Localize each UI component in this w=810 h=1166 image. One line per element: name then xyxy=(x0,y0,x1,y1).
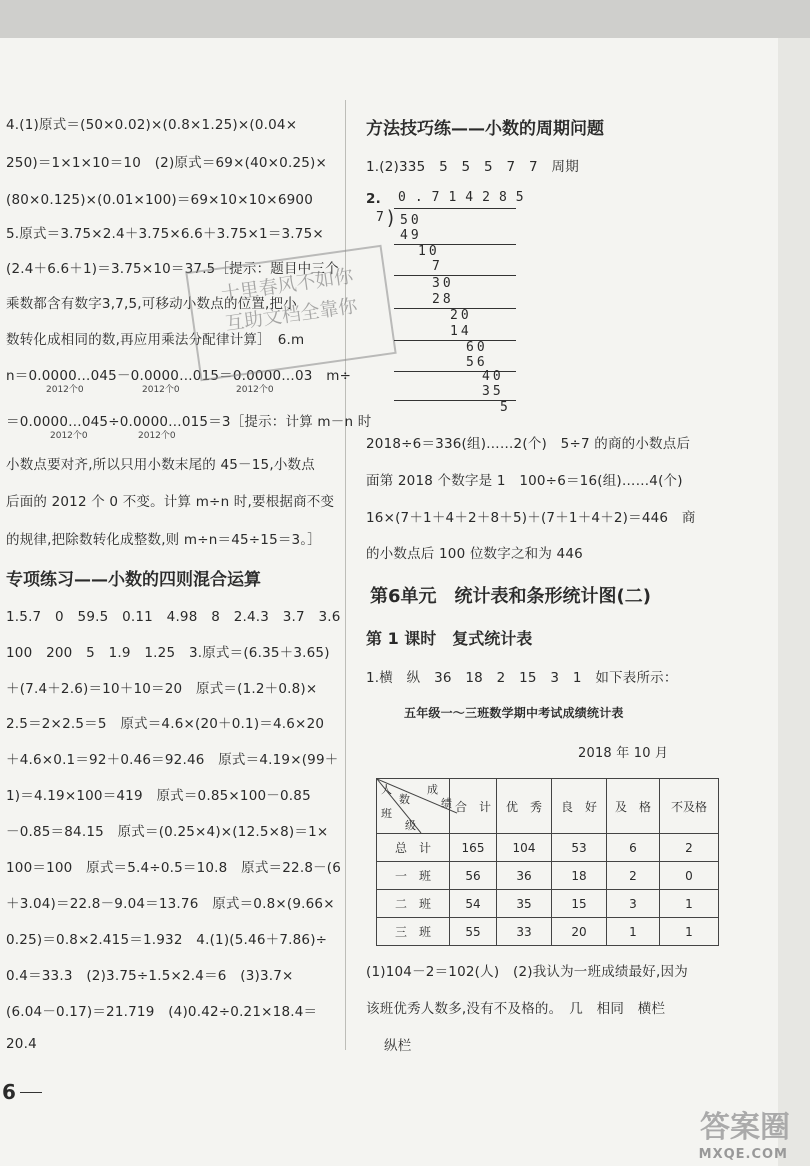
table-cell: 54 xyxy=(450,890,497,918)
table-row xyxy=(377,862,719,890)
text-line: 100＝100 原式＝5.4÷0.5＝10.8 原式＝22.8－(6 xyxy=(6,860,342,876)
table-corner-cell xyxy=(377,779,450,834)
table-cell: 2 xyxy=(607,862,660,890)
corner-label: 绩 xyxy=(441,797,452,810)
lesson-title: 第 1 课时 复式统计表 xyxy=(366,629,533,648)
text-line: 0.25)＝0.8×2.415＝1.932 4.(1)(5.46＋7.86)÷ xyxy=(6,932,328,948)
division-rule xyxy=(394,275,516,276)
text-line: 1.横 纵 36 18 2 15 3 1 如下表所示： xyxy=(366,670,678,686)
table-cell: 1 xyxy=(607,918,660,946)
text-line: ＋(7.4＋2.6)＝10＋10＝20 原式＝(1.2＋0.8)× xyxy=(6,681,318,697)
brace-label: 2012个0 xyxy=(142,385,180,395)
corner-label: 班 xyxy=(381,807,392,820)
text-line: 该班优秀人数多,没有不及格的。 几 相同 横栏 xyxy=(366,1001,666,1017)
table-header-cell: 不及格 xyxy=(660,779,719,834)
table-cell: 53 xyxy=(552,834,607,862)
table-header-cell: 良 好 xyxy=(552,779,607,834)
division-step: 14 xyxy=(450,324,472,339)
brace-label: 2012个0 xyxy=(50,431,88,441)
text-line: ＋4.6×0.1＝92＋0.46＝92.46 原式＝4.19×(99＋ xyxy=(6,752,339,768)
division-quotient: 0.714285 xyxy=(398,190,533,205)
text-line: 250)＝1×1×10＝10 (2)原式＝69×(40×0.25)× xyxy=(6,155,327,171)
brace-label: 2012个0 xyxy=(138,431,176,441)
stats-table xyxy=(376,778,719,946)
text-line: 纵栏 xyxy=(384,1038,412,1054)
division-step: 10 xyxy=(418,244,440,259)
text-line: 0.4＝33.3 (2)3.75÷1.5×2.4＝6 (3)3.7× xyxy=(6,968,294,984)
table-header-cell: 合 计 xyxy=(450,779,497,834)
text-line: 16×(7＋1＋4＋2＋8＋5)＋(7＋1＋4＋2)＝446 商 xyxy=(366,510,696,526)
division-bar xyxy=(394,208,516,209)
watermark-url: MXQE.COM xyxy=(698,1147,788,1162)
table-row xyxy=(377,834,719,862)
row-label: 三 班 xyxy=(377,918,450,946)
text-line: n＝0.0000…045－0.0000…015＝0.0000…03 m÷ xyxy=(6,368,352,384)
text-line: 4.(1)原式＝(50×0.02)×(0.8×1.25)×(0.04× xyxy=(6,117,298,133)
corner-label: 人 xyxy=(381,783,392,796)
text-line: 5.原式＝3.75×2.4＋3.75×6.6＋3.75×1＝3.75× xyxy=(6,226,324,242)
division-step: 30 xyxy=(432,276,454,291)
text-line: 后面的 2012 个 0 不变。计算 m÷n 时,要根据商不变 xyxy=(6,494,335,510)
table-cell: 20 xyxy=(552,918,607,946)
table-cell: 3 xyxy=(607,890,660,918)
text-line: 2018÷6＝336(组)……2(个) 5÷7 的商的小数点后 xyxy=(366,436,691,452)
text-line: 20.4 xyxy=(6,1036,37,1052)
stamp-line: 十里春风不如你 xyxy=(219,265,355,306)
text-line: 乘数都含有数字3,7,5,可移动小数点的位置,把小 xyxy=(6,296,297,312)
table-cell: 55 xyxy=(450,918,497,946)
division-step: 5 xyxy=(500,400,511,415)
text-line: (2.4＋6.6＋1)＝3.75×10＝37.5［提示：题目中三个 xyxy=(6,261,339,277)
table-title: 五年级一～三班数学期中考试成绩统计表 xyxy=(404,706,624,720)
column-divider xyxy=(345,100,346,1050)
text-line: 小数点要对齐,所以只用小数末尾的 45－15,小数点 xyxy=(6,457,315,473)
row-label: 总 计 xyxy=(377,834,450,862)
text-line: 1)＝4.19×100＝419 原式＝0.85×100－0.85 xyxy=(6,788,311,804)
table-cell: 35 xyxy=(497,890,552,918)
table-header-cell: 优 秀 xyxy=(497,779,552,834)
table-header-row xyxy=(377,779,719,834)
page-number-rule xyxy=(20,1092,42,1093)
division-divisor: 7 xyxy=(376,210,387,225)
row-label: 一 班 xyxy=(377,862,450,890)
corner-label: 成 xyxy=(427,783,438,796)
table-row xyxy=(377,890,719,918)
text-line: ＝0.0000…045÷0.0000…015＝3［提示：计算 m－n 时 xyxy=(6,414,372,430)
brace-label: 2012个0 xyxy=(46,385,84,395)
division-step: 56 xyxy=(466,355,488,370)
division-rule xyxy=(394,244,516,245)
table-date: 2018 年 10 月 xyxy=(578,746,669,761)
page-number: 6 xyxy=(2,1080,17,1104)
text-line: 的规律,把除数转化成整数,则 m÷n＝45÷15＝3。］ xyxy=(6,532,321,548)
text-line: 面第 2018 个数字是 1 100÷6＝16(组)……4(个) xyxy=(366,473,683,489)
corner-label: 级 xyxy=(405,819,416,832)
text-line: (6.04－0.17)＝21.719 (4)0.42÷0.21×18.4＝ xyxy=(6,1004,318,1020)
table-row xyxy=(377,918,719,946)
watermark-logo: 答案圈 xyxy=(700,1110,790,1145)
table-cell: 0 xyxy=(660,862,719,890)
table-cell: 165 xyxy=(450,834,497,862)
table-header-cell: 及 格 xyxy=(607,779,660,834)
text-line: －0.85＝84.15 原式＝(0.25×4)×(12.5×8)＝1× xyxy=(6,824,329,840)
table-cell: 6 xyxy=(607,834,660,862)
division-step: 20 xyxy=(450,308,472,323)
division-rule xyxy=(394,400,516,401)
division-step: 60 xyxy=(466,340,488,355)
table-cell: 2 xyxy=(660,834,719,862)
text-line: 100 200 5 1.9 1.25 3.原式＝(6.35＋3.65) xyxy=(6,645,330,661)
scan-right-edge xyxy=(778,38,810,1166)
division-step: 35 xyxy=(482,384,504,399)
text-line: ＋3.04)＝22.8－9.04＝13.76 原式＝0.8×(9.66× xyxy=(6,896,335,912)
table-cell: 36 xyxy=(497,862,552,890)
text-line: 数转化成相同的数,再应用乘法分配律计算］ 6.m xyxy=(6,332,305,348)
text-line: 的小数点后 100 位数字之和为 446 xyxy=(366,546,583,562)
text-line: (1)104－2＝102(人) (2)我认为一班成绩最好,因为 xyxy=(366,964,688,980)
unit-title: 第6单元 统计表和条形统计图(二) xyxy=(370,586,651,607)
brace-label: 2012个0 xyxy=(236,385,274,395)
table-cell: 15 xyxy=(552,890,607,918)
section-heading: 专项练习——小数的四则混合运算 xyxy=(6,570,261,590)
text-line: 2.5＝2×2.5＝5 原式＝4.6×(20＋0.1)＝4.6×20 xyxy=(6,716,325,732)
division-step: 7 xyxy=(432,259,443,274)
text-line: 1.5.7 0 59.5 0.11 4.98 8 2.4.3 3.7 3.6 xyxy=(6,609,341,625)
division-rule xyxy=(394,340,516,341)
table-cell: 18 xyxy=(552,862,607,890)
table-cell: 1 xyxy=(660,890,719,918)
corner-label: 数 xyxy=(399,793,410,806)
text-line: 1.(2)335 5 5 5 7 7 周期 xyxy=(366,159,579,175)
table-cell: 104 xyxy=(497,834,552,862)
division-step: 28 xyxy=(432,292,454,307)
stamp-line: 互助文档全靠你 xyxy=(223,294,359,336)
table-cell: 33 xyxy=(497,918,552,946)
table-cell: 1 xyxy=(660,918,719,946)
division-bracket: ) xyxy=(387,206,395,231)
section-heading: 方法技巧练——小数的周期问题 xyxy=(366,119,604,139)
division-step: 40 xyxy=(482,369,504,384)
scan-top-edge xyxy=(0,0,810,38)
table-cell: 56 xyxy=(450,862,497,890)
division-step: 49 xyxy=(400,228,422,243)
question-label: 2. xyxy=(366,191,381,207)
division-dividend: 50 xyxy=(400,213,422,228)
text-line: (80×0.125)×(0.01×100)＝69×10×10×6900 xyxy=(6,192,313,208)
row-label: 二 班 xyxy=(377,890,450,918)
